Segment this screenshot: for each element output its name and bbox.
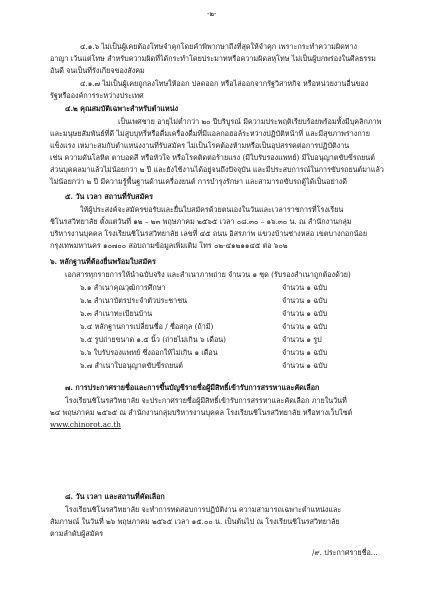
section-7-heading: ๗. การประกาศรายชื่อและการขึ้นบัญชีรายชื่อผู้มีสิทธิ์เข้ารับการสรรหาและคัดเลือก xyxy=(65,383,320,392)
specific-line: เช่น ความดันโลหิต ตาบอดสี หรือหัวใจ หรือโรคติดต่อร้ายแรง (มีใบรับรองแพทย์) มีใบอนุญาตขับขี่รถยนต์ xyxy=(50,153,375,162)
document-item-label: ๖.๖ ใบรับรองแพทย์ ซึ่งออกให้ไม่เกิน ๑ เดือน xyxy=(80,348,218,357)
qualification-4-1-7-line-2: รัฐหรือองค์การระหว่างประเทศ xyxy=(50,91,144,100)
specific-line: แข็งแรง เหมาะสมกับตำแหน่งงานที่รับสมัคร ไม่เป็นโรคต้องห้ามหรือเป็นอุปสรรคต่อการปฏิบัติงาน xyxy=(50,141,350,150)
qualification-4-1-7-line-1: ๔.๑.๗ ไม่เป็นผู้เคยถูกลงโทษให้ออก ปลดออก หรือไล่ออกจากรัฐวิสาหกิจ หรือหน่วยงานอื่นของ xyxy=(80,79,369,88)
section-8-heading: ๘. วัน เวลา และสถานที่คัดเลือก xyxy=(65,492,165,501)
section-5-line: บริหารงานบุคคล โรงเรียนชิโนรสวิทยาลัย เลขที่ ๔๕ ถนน อิสรภาพ แขวงบ้านช่างหล่อ เขตบางกอกน้อย xyxy=(50,229,368,238)
section-4-2-heading: ๔.๒ คุณสมบัติเฉพาะสำหรับตำแหน่ง xyxy=(65,104,179,113)
document-item-label: ๖.๗ สำเนาใบอนุญาตขับขี่รถยนต์ xyxy=(80,361,183,370)
qualification-4-1-6-line-1: ๔.๑.๖ ไม่เป็นผู้เคยต้องโทษจำคุกโดยคำพิพากษาถึงที่สุดให้จำคุก เพราะกระทำความผิดทาง xyxy=(80,42,358,51)
section-8-line: สัมภาษณ์ ในวันที่ ๒๖ พฤษภาคม ๒๕๖๕ เวลา ๑๕.๐๐ น. เป็นต้นไป ณ โรงเรียนชิโนรสวิทยาลัย xyxy=(50,517,340,526)
document-item-label: ๖.๒ สำเนาบัตรประจำตัวประชาชน xyxy=(80,296,188,305)
website-link[interactable]: www.chinorot.ac.th xyxy=(50,420,121,429)
document-item-qty: จำนวน ๑ ฉบับ xyxy=(282,309,328,318)
specific-line: และมนุษยสัมพันธ์ที่ดี ไม่สูบบุหรี่หรือดื่มเครื่องดื่มที่มีแอลกอฮอล์ระหว่างปฏิบัติหน้าที่ และมีสุขภาพร่างกาย xyxy=(50,129,370,138)
section-8-line: โรงเรียนชิโนรสวิทยาลัย จะทำการทดสอบการปฏิบัติงาน ความสามารถเฉพาะตำแหน่งและ xyxy=(65,505,342,514)
continuation-note: /๙. ประกาศรายชื่อ... xyxy=(312,548,378,557)
document-item-qty: จำนวน ๑ ฉบับ xyxy=(282,322,328,331)
document-item-qty: จำนวน ๑ ฉบับ xyxy=(282,283,328,292)
page-number: -๒- xyxy=(207,10,217,18)
document-item-label: ๖.๑ สำเนาคุณวุฒิการศึกษา xyxy=(80,283,166,292)
section-6-heading: ๖. หลักฐานที่ต้องยื่นพร้อมใบสมัคร xyxy=(50,257,156,266)
section-5-line: ให้ผู้ประสงค์จะสมัครขอรับและยื่นใบสมัครด้วยตนเองในวันและเวลาราชการที่โรงเรียน xyxy=(80,205,344,214)
document-item-label: ๖.๔ หลักฐานการเปลี่ยนชื่อ / ชื่อสกุล (ถ้ามี) xyxy=(80,322,214,331)
section-7-line: โรงเรียนชิโนรสวิทยาลัย จะประกาศรายชื่อผู้มีสิทธิ์เข้ารับการสรรหาและคัดเลือก ภายในวันที่ xyxy=(65,396,347,405)
section-8-line: ตามลำดับผู้สมัคร xyxy=(50,529,104,538)
specific-line: ส่วนบุคคลมาแล้วไม่น้อยกว่า ๒ ปี และยังใช้งานได้อยู่จนถึงปัจจุบัน และมีประสบการณ์ในการขับรถยนต์มาแล้ว xyxy=(50,165,384,174)
specific-line: ไม่น้อยกว่า ๒ ปี มีความรู้พื้นฐานด้านเครื่องยนต์ การบำรุงรักษา และสามารถขับรถตู้ได้เป็นอย่างดี xyxy=(50,177,347,186)
document-item-label: ๖.๕ รูปถ่ายขนาด ๑.๕ นิ้ว (ถ่ายไม่เกิน ๖ เดือน) xyxy=(80,335,226,344)
section-5-line: กรุงเทพมหานคร ๑๐๗๐๐ สอบถามข้อมูลเพิ่มเติม โทร ๐๒-๔๑๒๑๑๔๕ ต่อ ๖๐๒ xyxy=(50,241,288,250)
section-5-heading: ๕. วัน เวลา สถานที่รับสมัคร xyxy=(65,192,153,201)
document-item-qty: จำนวน ๑ ฉบับ xyxy=(282,361,328,370)
document-item-qty: จำนวน ๑ ฉบับ xyxy=(282,348,328,357)
section-7-line: ๒๔ พฤษภาคม ๒๕๖๕ ณ สำนักงานกลุ่มบริหารงานบุคคล โรงเรียนชิโนรสวิทยาลัย หรือทางเว็บไซต์ xyxy=(50,408,353,417)
qualification-4-1-6-line-2: อาญา เว้นแต่โทษ สำหรับความผิดที่ได้กระทำโดยประมาทหรือความผิดลหุโทษ ไม่เป็นผู้บกพร่องในศีลธรรม xyxy=(50,54,376,63)
section-5-line: ชิโนรสวิทยาลัย ตั้งแต่วันที่ ๑๒ – ๒๓ พฤษภาคม ๒๕๖๕ เวลา ๐๘.๓๐ – ๑๖.๓๐ น. ณ สำนักงานกลุ่ม xyxy=(50,217,352,226)
specific-line: เป็นเพศชาย อายุไม่ต่ำกว่า ๒๐ ปีบริบูรณ์ มีความประพฤติเรียบร้อยพร้อมทั้งมีบุคลิกภาพ xyxy=(118,117,382,126)
section-6-intro: เอกสารทุกรายการให้นำฉบับจริง และสำเนาภาพถ่าย จำนวน ๑ ชุด (รับรองสำเนาถูกต้องด้วย) xyxy=(65,270,351,279)
document-item-qty: จำนวน ๑ รูป xyxy=(282,335,322,344)
document-item-qty: จำนวน ๑ ฉบับ xyxy=(282,296,328,305)
document-item-label: ๖.๓ สำเนาทะเบียนบ้าน xyxy=(80,309,153,318)
qualification-4-1-6-line-3: อันดี จนเป็นที่รังเกียจของสังคม xyxy=(50,66,145,75)
